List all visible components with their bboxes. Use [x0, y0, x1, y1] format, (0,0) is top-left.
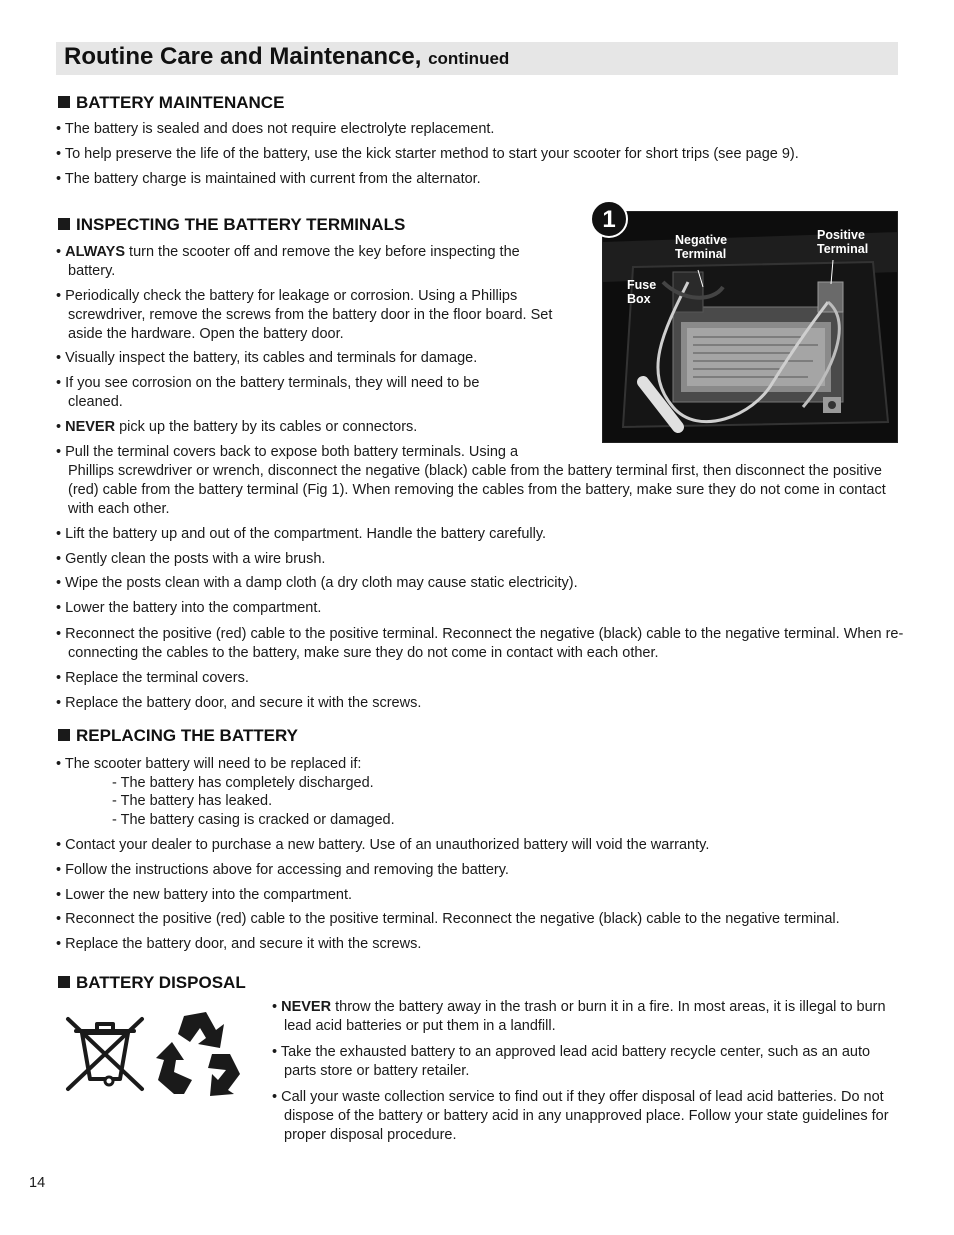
- bullet: • Pull the terminal covers back to expose both battery terminals. Using a: [56, 444, 519, 460]
- bullet: • Lift the battery up and out of the compartment. Handle the battery carefully.: [56, 526, 547, 542]
- positive-terminal-label: Positive Terminal: [817, 228, 869, 256]
- bullet: • Replace the battery door, and secure it with the screws.: [56, 936, 422, 952]
- bullet: • Replace the battery door, and secure it with the screws.: [56, 695, 422, 711]
- bullet: • NEVER pick up the battery by its cables or connectors.: [56, 419, 418, 435]
- bullet: • The battery is sealed and does not require electrolyte replacement.: [56, 121, 495, 137]
- negative-terminal-label: Negative Terminal: [675, 233, 728, 261]
- heading-battery-maintenance: BATTERY MAINTENANCE: [58, 93, 284, 113]
- page-number: 14: [29, 1175, 46, 1191]
- sub-item: - The battery has completely discharged.: [112, 775, 374, 791]
- heading-replacing-battery: REPLACING THE BATTERY: [58, 726, 298, 746]
- bullet: • Periodically check the battery for leakage or corrosion. Using a Phillips screwdriver, remove the screws from the battery door in the floor board. Set aside the hardware. Open the battery door.: [56, 288, 553, 342]
- figure-number-badge: 1: [590, 200, 628, 238]
- page-subtitle: continued: [428, 49, 510, 68]
- bullet: • To help preserve the life of the battery, use the kick starter method to start your scooter for short trips (see page 9).: [56, 146, 799, 162]
- page-title: Routine Care and Maintenance, continued: [64, 43, 510, 70]
- bullet: • Lower the battery into the compartment.: [56, 600, 322, 616]
- fuse-box-label: Fuse Box: [627, 278, 657, 306]
- bullet: • Reconnect the positive (red) cable to the positive terminal. Reconnect the negative (black) cable to the negative terminal.: [56, 911, 840, 927]
- bullet: • ALWAYS turn the scooter off and remove the key before inspecting the battery.: [56, 244, 520, 279]
- bullet: • If you see corrosion on the battery terminals, they will need to be cleaned.: [56, 375, 480, 410]
- sub-item: - The battery casing is cracked or damaged.: [112, 812, 395, 828]
- bullet: • Contact your dealer to purchase a new battery. Use of an unauthorized battery will void the warranty.: [56, 837, 710, 853]
- square-bullet-icon: [58, 218, 70, 230]
- battery-compartment-photo: [602, 211, 898, 443]
- recycle-icon: [154, 1010, 242, 1096]
- section-banner: [56, 42, 898, 75]
- bullet: • Replace the terminal covers.: [56, 670, 249, 686]
- bullet: • The scooter battery will need to be replaced if:: [56, 756, 362, 772]
- bullet: • Call your waste collection service to find out if they offer disposal of lead acid batteries. Do not dispose of the battery or battery acid in any unapproved place. Follow your state guidelines for proper disposal procedure.: [272, 1089, 889, 1143]
- square-bullet-icon: [58, 96, 70, 108]
- bullet: • Reconnect the positive (red) cable to the positive terminal. Reconnect the negative (black) cable to the negative terminal. When re-connecting the cables to the battery, make sure they do not come in contact with each other.: [56, 626, 904, 661]
- bullet: • The battery charge is maintained with current from the alternator.: [56, 171, 481, 187]
- bullet: • Visually inspect the battery, its cables and terminals for damage.: [56, 350, 478, 366]
- bullet: • Take the exhausted battery to an approved lead acid battery recycle center, such as an auto parts store or battery retailer.: [272, 1044, 871, 1079]
- bullet: • Gently clean the posts with a wire brush.: [56, 551, 326, 567]
- bullet: • Follow the instructions above for accessing and removing the battery.: [56, 862, 509, 878]
- bullet: • NEVER throw the battery away in the trash or burn it in a fire. In most areas, it is illegal to burn lead acid batteries or put them in a landfill.: [272, 999, 886, 1034]
- sub-item: - The battery has leaked.: [112, 793, 273, 809]
- bullet: • Wipe the posts clean with a damp cloth (a dry cloth may cause static electricity).: [56, 575, 578, 591]
- heading-inspecting-terminals: INSPECTING THE BATTERY TERMINALS: [58, 215, 405, 235]
- crossed-out-bin-icon: [64, 1015, 146, 1093]
- square-bullet-icon: [58, 976, 70, 988]
- bullet: • Lower the new battery into the compartment.: [56, 887, 353, 903]
- square-bullet-icon: [58, 729, 70, 741]
- bullet-continued: Phillips screwdriver or wrench, disconnect the negative (black) cable from the battery terminal first, then disconnect the positive (red) cable from the battery terminal (Fig 1). When removing the cables from the battery, make sure they do not come in contact with each other.: [68, 463, 886, 517]
- heading-battery-disposal: BATTERY DISPOSAL: [58, 973, 246, 993]
